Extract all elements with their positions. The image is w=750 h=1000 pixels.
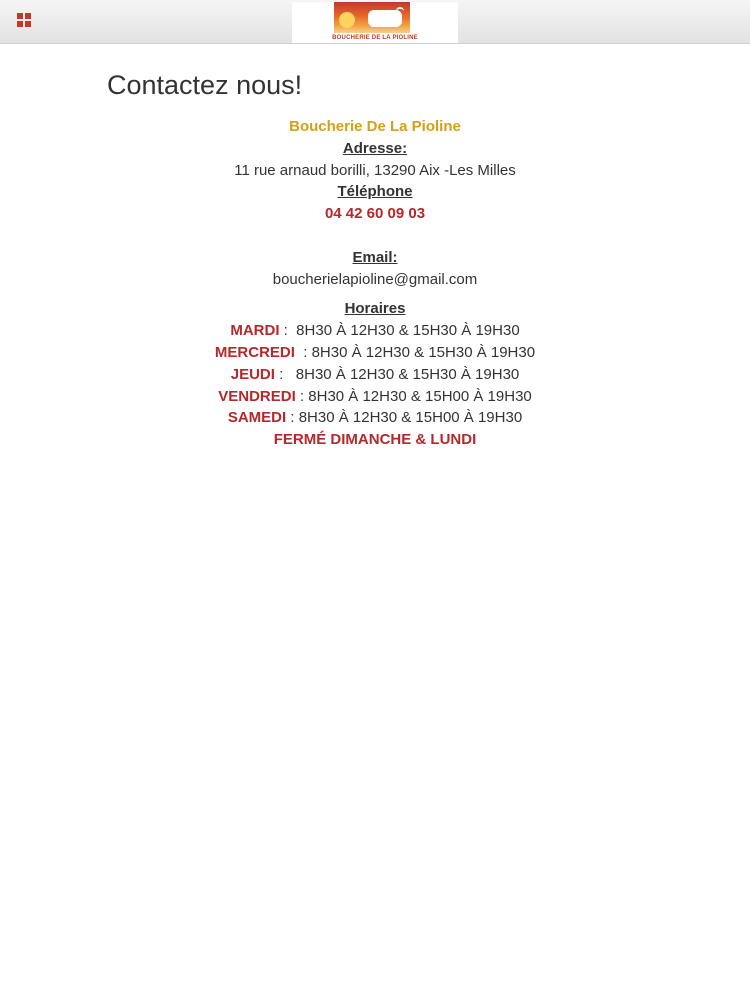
hours-row-samedi <box>0 407 750 429</box>
hours-separator: : <box>286 409 299 427</box>
hours-time: 8H30 À 12H30 & 15H30 À 19H30 <box>311 343 536 361</box>
address-value: 11 rue arnaud borilli, 13290 Aix -Les Milles <box>234 161 516 179</box>
page-title: Contactez nous! <box>107 70 303 100</box>
hours-row-jeudi <box>0 364 750 386</box>
hours-day: MERCREDI <box>214 343 295 361</box>
phone-value[interactable]: 04 42 60 09 03 <box>324 205 426 223</box>
hours-row-mercredi <box>0 342 750 364</box>
logo-text: BOUCHERIE DE LA PIOLINE <box>332 35 418 41</box>
grid-menu-icon[interactable] <box>15 11 35 31</box>
spacer <box>0 290 750 298</box>
hours-separator: : <box>274 365 296 383</box>
hours-time: 8H30 À 12H30 & 15H00 À 19H30 <box>308 387 532 405</box>
email-label: Email: <box>352 248 398 266</box>
hours-separator: : <box>279 322 297 340</box>
hours-day: SAMEDI <box>227 409 287 427</box>
hours-label: Horaires <box>344 300 406 318</box>
email-value[interactable]: boucherielapioline@gmail.com <box>272 270 478 288</box>
hours-day: MARDI <box>230 322 280 340</box>
spacer <box>0 225 750 247</box>
hours-time: 8H30 À 12H30 & 15H30 À 19H30 <box>295 365 520 383</box>
address-label: Adresse: <box>342 139 408 157</box>
hours-separator: : <box>295 387 309 405</box>
hours-row-mardi <box>0 320 750 342</box>
hours-day: VENDREDI <box>218 387 296 405</box>
top-bar <box>0 0 750 44</box>
logo-image <box>334 2 410 33</box>
hours-row-vendredi <box>0 386 750 408</box>
hours-time: 8H30 À 12H30 & 15H30 À 19H30 <box>296 322 520 340</box>
hours-time: 8H30 À 12H30 & 15H00 À 19H30 <box>298 409 523 427</box>
hours-day: JEUDI <box>230 365 275 383</box>
contact-info <box>0 116 750 451</box>
phone-label: Téléphone <box>337 183 413 201</box>
hours-separator: : <box>294 343 312 361</box>
shop-name: Boucherie De La Pioline <box>289 118 461 135</box>
site-logo[interactable] <box>292 2 458 43</box>
closed-days: FERMÉ DIMANCHE & LUNDI <box>273 431 477 449</box>
